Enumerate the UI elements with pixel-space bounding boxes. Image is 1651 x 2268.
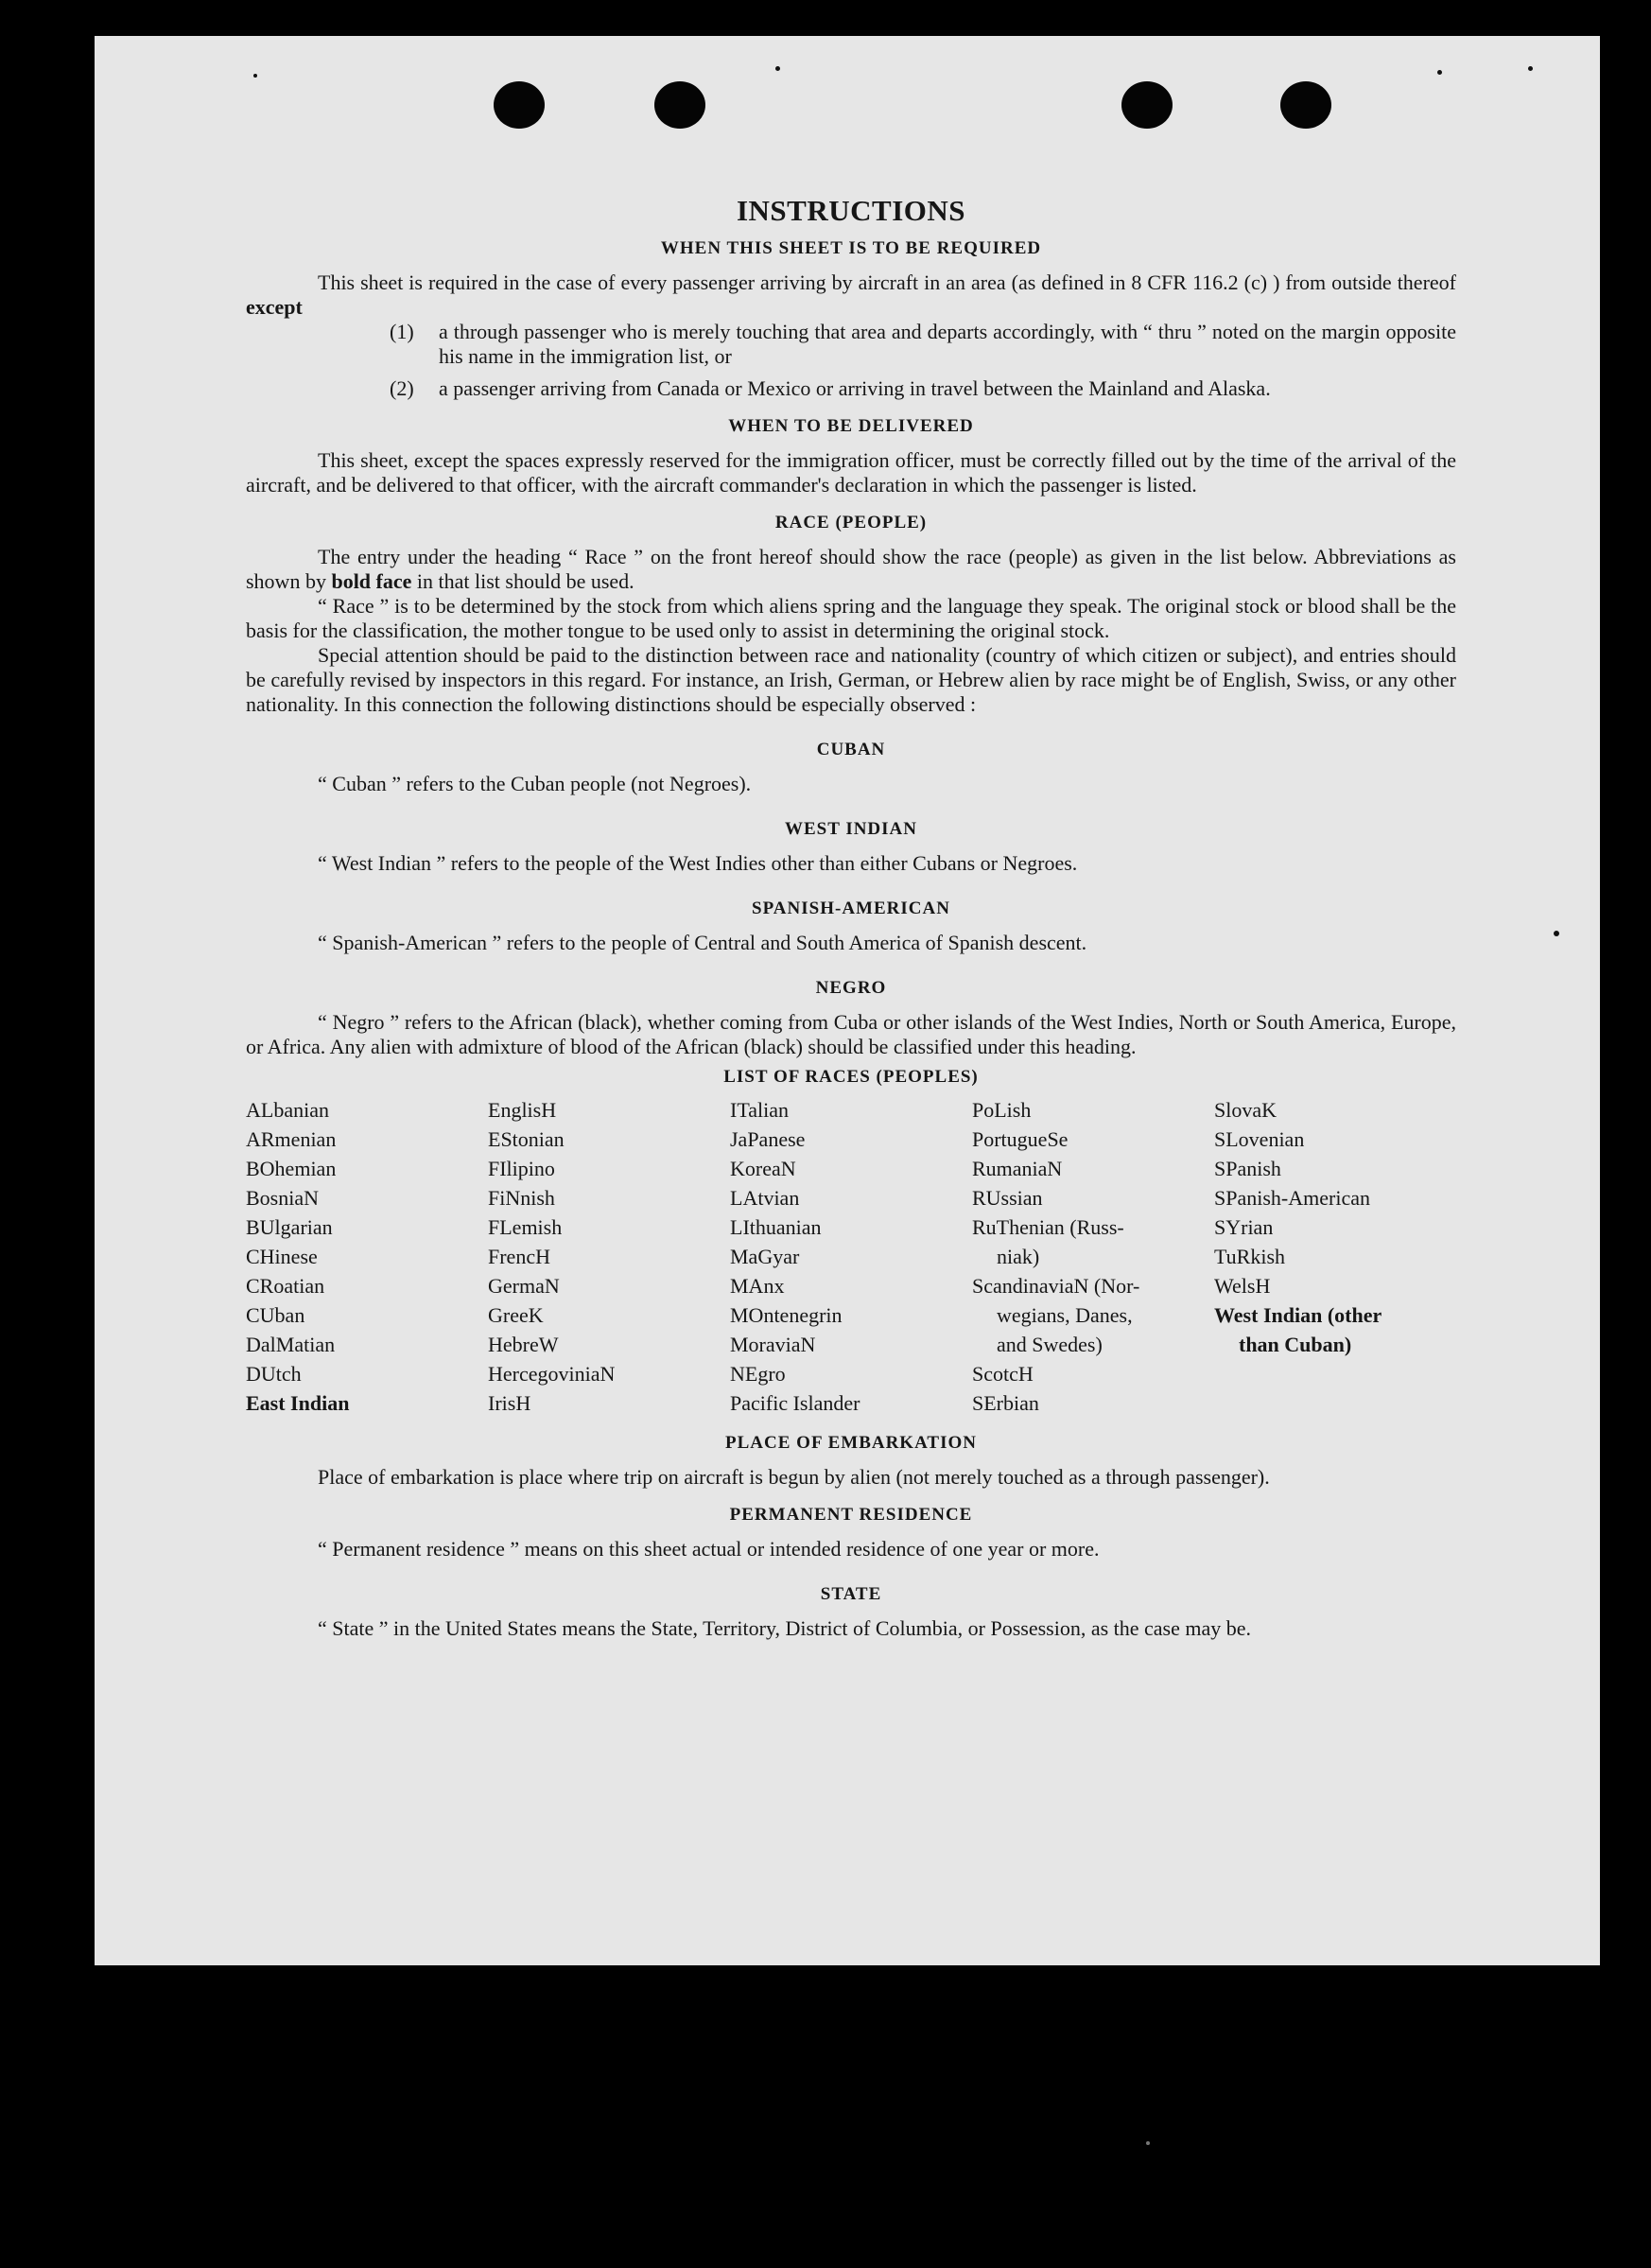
race-item: ARmenian — [246, 1127, 337, 1151]
races-column — [1214, 1095, 1456, 1418]
punch-hole — [1280, 81, 1331, 129]
race-item: ScandinaviaN (Nor- — [972, 1274, 1140, 1298]
race-item: GermaN — [488, 1274, 560, 1298]
race-item: IrisH — [488, 1391, 531, 1415]
race-item: ALbanian — [246, 1098, 329, 1122]
race-item: BUlgarian — [246, 1215, 333, 1239]
document-sheet — [95, 36, 1600, 1965]
races-column — [246, 1095, 488, 1418]
section-heading: PERMANENT RESIDENCE — [729, 1505, 973, 1525]
race-item: SLovenian — [1214, 1127, 1305, 1151]
race-item: CHinese — [246, 1245, 318, 1268]
race-item: SPanish — [1214, 1157, 1281, 1180]
paragraph: This sheet, except the spaces expressly reserved for the immigration officer, must be correctly filled out by the time of the arrival of the aircraft, and be delivered to that officer, with the aircraft commander's declaration in which the passenger is listed. — [246, 448, 1456, 497]
section-heading: WEST INDIAN — [785, 819, 917, 839]
section-heading: SPANISH-AMERICAN — [752, 898, 950, 918]
race-item: MAnx — [730, 1274, 785, 1298]
speck — [253, 74, 257, 78]
punch-hole — [494, 81, 545, 129]
race-item: niak) — [997, 1245, 1040, 1268]
speck — [1146, 2141, 1150, 2145]
speck — [1528, 66, 1533, 71]
race-item: RumaniaN — [972, 1157, 1063, 1180]
punch-hole — [654, 81, 705, 129]
race-item: SPanish-American — [1214, 1186, 1370, 1210]
bold-text: except — [246, 295, 303, 319]
race-item: KoreaN — [730, 1157, 796, 1180]
race-item: HercegoviniaN — [488, 1362, 616, 1386]
race-item: SErbian — [972, 1391, 1039, 1415]
race-item: and Swedes) — [997, 1333, 1103, 1356]
instructions-content — [246, 159, 1456, 1641]
paragraph — [246, 270, 1456, 320]
races-list — [246, 1095, 1456, 1418]
paragraph-text: This sheet is required in the case of every passenger arriving by aircraft in an area (as defined in 8 CFR 116.2 (c) ) from outside thereof — [318, 270, 1456, 294]
speck — [1437, 70, 1442, 75]
race-item: BosniaN — [246, 1186, 319, 1210]
paragraph: “ State ” in the United States means the State, Territory, District of Columbia, or Possession, as the case may be. — [318, 1616, 1252, 1640]
races-column — [488, 1095, 730, 1418]
race-item: MaGyar — [730, 1245, 800, 1268]
list-text: a through passenger who is merely touching that area and departs accordingly, with “ thru ” noted on the margin opposite his name in the immigration list, or — [439, 320, 1456, 368]
paragraph: Special attention should be paid to the distinction between race and nationality (country of which citizen or subject), and entries should be carefully revised by inspectors in this regard. For instance, an Irish, German, or Hebrew alien by race might be of English, Swiss, or any other nationality. In this connection the following distinctions should be especially observed : — [246, 643, 1456, 716]
race-item: DalMatian — [246, 1333, 336, 1356]
race-item: East Indian — [246, 1391, 350, 1415]
race-item: LIthuanian — [730, 1215, 822, 1239]
paragraph-text: in that list should be used. — [416, 569, 634, 593]
race-item: EnglisH — [488, 1098, 557, 1122]
race-item: BOhemian — [246, 1157, 337, 1180]
race-item: CUban — [246, 1303, 305, 1327]
race-item: SlovaK — [1214, 1098, 1277, 1122]
race-item: than Cuban) — [1239, 1333, 1352, 1356]
section-heading: RACE (PEOPLE) — [774, 513, 928, 532]
race-item: FLemish — [488, 1215, 563, 1239]
race-item: wegians, Danes, — [997, 1303, 1133, 1327]
race-item: CRoatian — [246, 1274, 325, 1298]
section-heading: WHEN TO BE DELIVERED — [728, 416, 974, 436]
race-item: LAtvian — [730, 1186, 800, 1210]
race-item: PortugueSe — [972, 1127, 1069, 1151]
section-heading: STATE — [820, 1584, 882, 1604]
list-number: (1) — [390, 320, 414, 343]
paragraph: “ Cuban ” refers to the Cuban people (not Negroes). — [318, 772, 752, 795]
paragraph — [246, 545, 1456, 594]
race-item: NEgro — [730, 1362, 786, 1386]
paragraph: “ Permanent residence ” means on this sheet actual or intended residence of one year or more. — [318, 1537, 1100, 1561]
paragraph: “ Race ” is to be determined by the stock from which aliens spring and the language they speak. The original stock or blood shall be the basis for the classification, the mother tongue to be used only to assist in determining the original stock. — [246, 594, 1456, 642]
race-item: EStonian — [488, 1127, 565, 1151]
race-item: MOntenegrin — [730, 1303, 843, 1327]
race-item: MoraviaN — [730, 1333, 816, 1356]
speck — [1554, 931, 1559, 936]
paragraph: “ West Indian ” refers to the people of the West Indies other than either Cubans or Negroes. — [318, 851, 1078, 875]
race-item: GreeK — [488, 1303, 544, 1327]
section-heading: WHEN THIS SHEET IS TO BE REQUIRED — [660, 238, 1042, 258]
list-text: a passenger arriving from Canada or Mexico or arriving in travel between the Mainland and Alaska. — [439, 376, 1271, 400]
race-item: Pacific Islander — [730, 1391, 860, 1415]
section-heading: PLACE OF EMBARKATION — [725, 1433, 977, 1453]
races-column — [972, 1095, 1214, 1418]
races-column — [730, 1095, 972, 1418]
race-item: JaPanese — [730, 1127, 806, 1151]
race-item: TuRkish — [1214, 1245, 1286, 1268]
race-item: FiNnish — [488, 1186, 555, 1210]
race-item: FIlipino — [488, 1157, 555, 1180]
section-heading: NEGRO — [815, 978, 887, 998]
race-item: HebreW — [488, 1333, 559, 1356]
list-item — [390, 376, 1456, 401]
paragraph: Place of embarkation is place where trip on aircraft is begun by alien (not merely touched as a through passenger). — [318, 1465, 1270, 1489]
race-item: ITalian — [730, 1098, 789, 1122]
race-item: RuThenian (Russ- — [972, 1215, 1124, 1239]
race-item: PoLish — [972, 1098, 1032, 1122]
list-item — [390, 320, 1456, 369]
race-item: RUssian — [972, 1186, 1043, 1210]
section-heading: LIST OF RACES (PEOPLES) — [723, 1067, 979, 1087]
race-item: DUtch — [246, 1362, 302, 1386]
race-item: ScotcH — [972, 1362, 1034, 1386]
paragraph: “ Negro ” refers to the African (black), whether coming from Cuba or other islands of the West Indies, North or South America, Europe, or Africa. Any alien with admixture of blood of the African (black) should be classified under this heading. — [246, 1010, 1456, 1058]
section-heading: CUBAN — [816, 740, 886, 759]
bold-text: bold face — [331, 569, 412, 593]
page-title: INSTRUCTIONS — [736, 194, 965, 227]
race-item: WelsH — [1214, 1274, 1271, 1298]
race-item: West Indian (other — [1214, 1303, 1382, 1327]
list-number: (2) — [390, 376, 414, 400]
race-item: SYrian — [1214, 1215, 1274, 1239]
punch-hole — [1121, 81, 1173, 129]
race-item: FrencH — [488, 1245, 550, 1268]
speck — [775, 66, 780, 71]
paragraph: “ Spanish-American ” refers to the people of Central and South America of Spanish descent. — [318, 931, 1087, 954]
paragraph-text: The entry under the heading “ Race ” on the front hereof should show the race (people) as given in the list below. Abbreviations as shown by — [246, 545, 1456, 593]
